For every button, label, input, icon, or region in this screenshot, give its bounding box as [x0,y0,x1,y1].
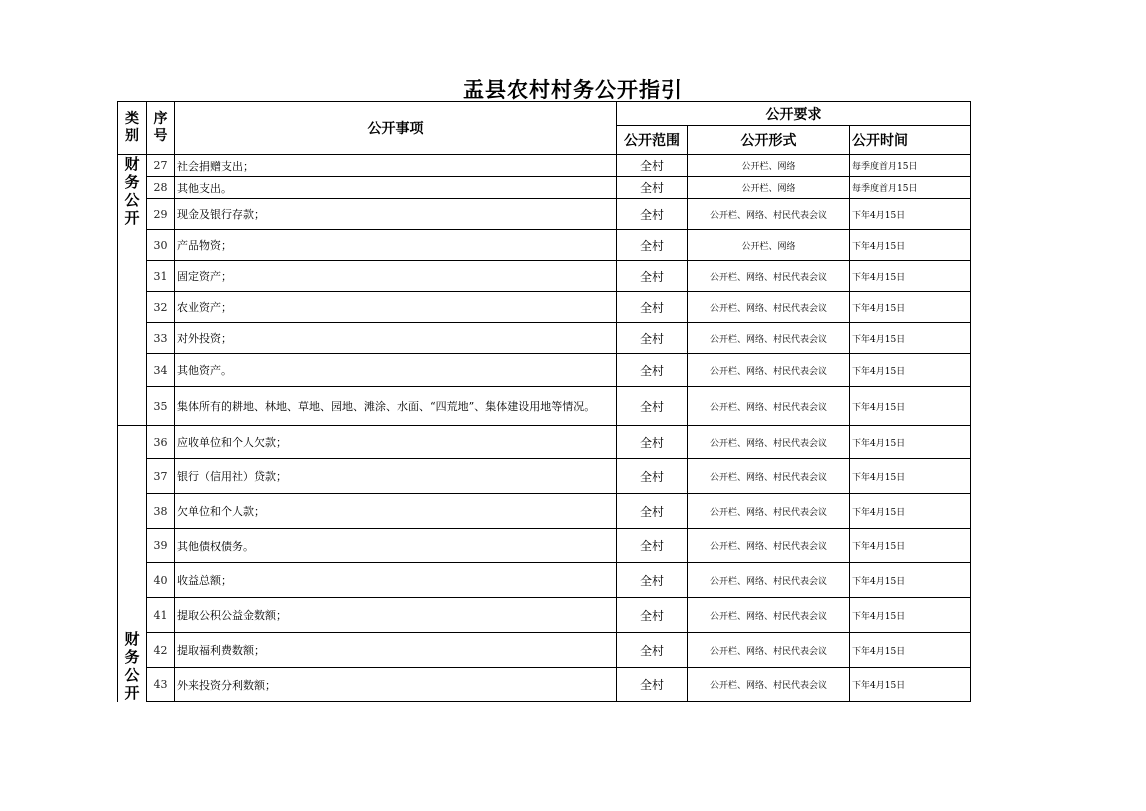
table-row [118,598,971,633]
table-row [118,529,971,563]
row-scope: 全村 [617,598,688,633]
table-row [118,494,971,529]
row-scope: 全村 [617,633,688,668]
row-scope: 全村 [617,459,688,494]
category-cell: 财务公开 [118,155,147,426]
row-item: 固定资产； [175,261,617,292]
row-scope: 全村 [617,323,688,354]
row-time: 下年4月15日 [850,459,971,494]
row-scope: 全村 [617,230,688,261]
row-item: 其他资产。 [175,354,617,387]
row-scope: 全村 [617,529,688,563]
row-item: 提取公积公益金数额； [175,598,617,633]
row-form: 公开栏、网络 [688,155,850,177]
table-row [118,459,971,494]
row-form: 公开栏、网络、村民代表会议 [688,598,850,633]
header-row-1 [118,102,971,126]
row-number: 39 [147,529,175,563]
row-form: 公开栏、网络、村民代表会议 [688,292,850,323]
row-time: 下年4月15日 [850,354,971,387]
row-form: 公开栏、网络、村民代表会议 [688,426,850,459]
table-row [118,426,971,459]
row-scope: 全村 [617,426,688,459]
row-scope: 全村 [617,199,688,230]
row-time: 下年4月15日 [850,230,971,261]
row-form: 公开栏、网络、村民代表会议 [688,199,850,230]
row-form: 公开栏、网络、村民代表会议 [688,459,850,494]
table-row [118,323,971,354]
row-scope: 全村 [617,354,688,387]
row-form: 公开栏、网络、村民代表会议 [688,387,850,426]
table-row [118,199,971,230]
time-header: 公开时间 [850,126,971,155]
row-number: 36 [147,426,175,459]
row-number: 35 [147,387,175,426]
row-time: 下年4月15日 [850,292,971,323]
row-item: 提取福利费数额； [175,633,617,668]
row-item: 其他支出。 [175,177,617,199]
row-scope: 全村 [617,261,688,292]
row-form: 公开栏、网络、村民代表会议 [688,563,850,598]
row-time: 下年4月15日 [850,387,971,426]
row-form: 公开栏、网络 [688,177,850,199]
row-number: 40 [147,563,175,598]
table-row [118,633,971,668]
row-item: 应收单位和个人欠款； [175,426,617,459]
table-row [118,155,971,177]
row-item: 农业资产； [175,292,617,323]
row-scope: 全村 [617,387,688,426]
row-time: 下年4月15日 [850,199,971,230]
scope-header: 公开范围 [617,126,688,155]
row-time: 下年4月15日 [850,563,971,598]
row-form: 公开栏、网络、村民代表会议 [688,354,850,387]
row-time: 下年4月15日 [850,323,971,354]
seq-header: 序号 [147,102,175,155]
table-row [118,261,971,292]
requirements-header: 公开要求 [617,102,971,126]
category-header: 类别 [118,102,147,155]
row-time: 每季度首月15日 [850,177,971,199]
row-item: 集体所有的耕地、林地、草地、园地、滩涂、水面、“四荒地”、集体建设用地等情况。 [175,387,617,426]
row-number: 33 [147,323,175,354]
row-scope: 全村 [617,668,688,702]
row-form: 公开栏、网络、村民代表会议 [688,668,850,702]
row-scope: 全村 [617,155,688,177]
row-form: 公开栏、网络 [688,230,850,261]
row-form: 公开栏、网络、村民代表会议 [688,633,850,668]
table-row [118,292,971,323]
row-item: 银行（信用社）贷款； [175,459,617,494]
row-time: 下年4月15日 [850,494,971,529]
row-number: 27 [147,155,175,177]
table-row [118,668,971,702]
row-number: 34 [147,354,175,387]
row-item: 外来投资分利数额； [175,668,617,702]
row-time: 下年4月15日 [850,598,971,633]
table-row [118,177,971,199]
row-item: 其他债权债务。 [175,529,617,563]
table-row [118,563,971,598]
row-time: 下年4月15日 [850,633,971,668]
row-time: 下年4月15日 [850,426,971,459]
form-header: 公开形式 [688,126,850,155]
row-time: 下年4月15日 [850,529,971,563]
category-cell: 财务公开 [118,426,147,702]
row-number: 29 [147,199,175,230]
row-item: 欠单位和个人款； [175,494,617,529]
item-header: 公开事项 [175,102,617,155]
table-row [118,230,971,261]
row-number: 32 [147,292,175,323]
row-item: 产品物资； [175,230,617,261]
row-number: 43 [147,668,175,702]
row-form: 公开栏、网络、村民代表会议 [688,494,850,529]
row-time: 每季度首月15日 [850,155,971,177]
row-form: 公开栏、网络、村民代表会议 [688,323,850,354]
table-row [118,354,971,387]
row-item: 社会捐赠支出； [175,155,617,177]
row-number: 30 [147,230,175,261]
row-form: 公开栏、网络、村民代表会议 [688,261,850,292]
row-number: 41 [147,598,175,633]
row-time: 下年4月15日 [850,668,971,702]
row-item: 收益总额； [175,563,617,598]
row-item: 对外投资； [175,323,617,354]
row-number: 42 [147,633,175,668]
page-title: 盂县农村村务公开指引 [463,78,683,102]
row-number: 28 [147,177,175,199]
disclosure-table [117,101,971,702]
row-scope: 全村 [617,292,688,323]
row-item: 现金及银行存款； [175,199,617,230]
row-number: 37 [147,459,175,494]
row-number: 31 [147,261,175,292]
row-time: 下年4月15日 [850,261,971,292]
row-number: 38 [147,494,175,529]
row-scope: 全村 [617,494,688,529]
row-form: 公开栏、网络、村民代表会议 [688,529,850,563]
table-row [118,387,971,426]
row-scope: 全村 [617,177,688,199]
row-scope: 全村 [617,563,688,598]
